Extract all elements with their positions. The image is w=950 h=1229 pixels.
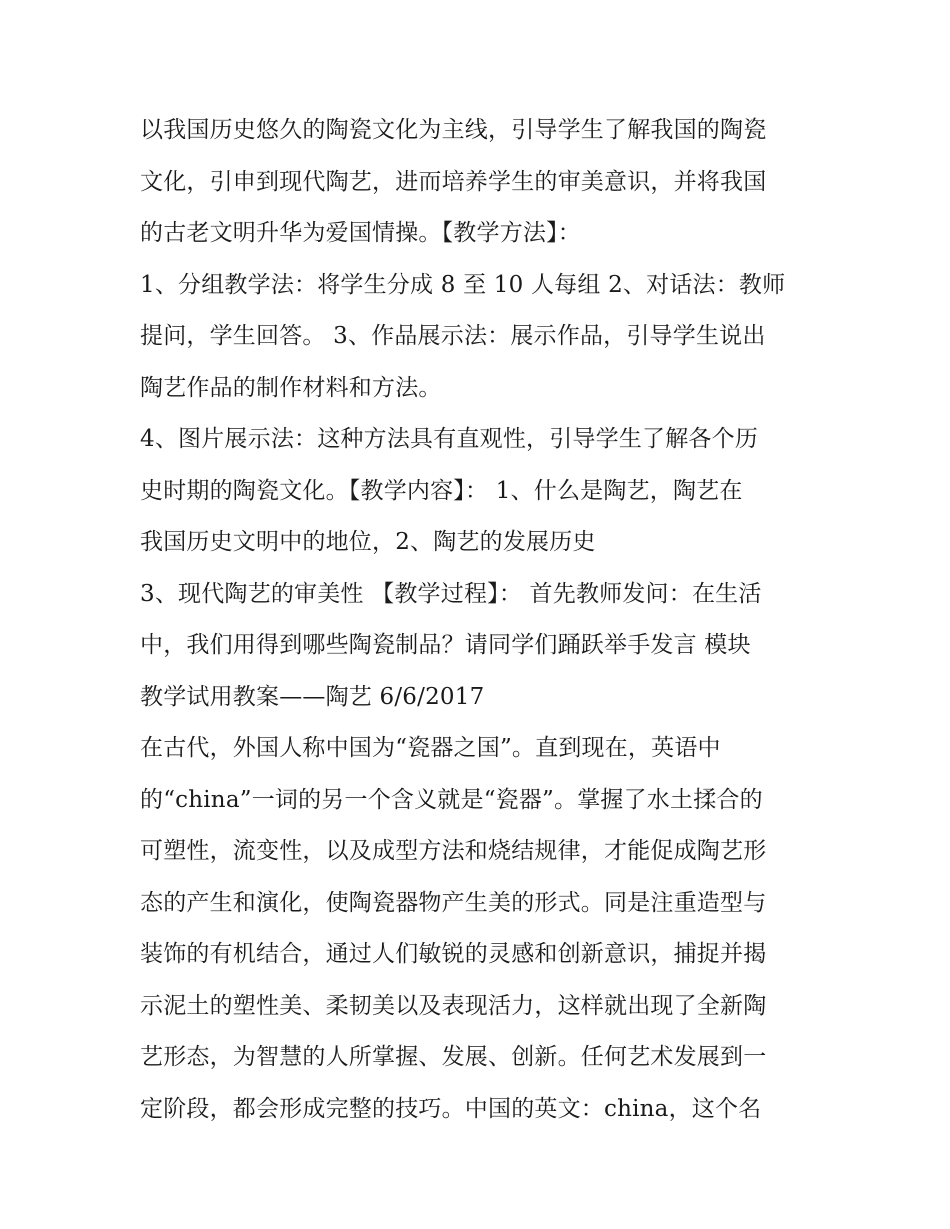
body-text [140, 105, 820, 1135]
text-line: 3、现代陶艺的审美性 【教学过程】： 首先教师发问：在生活 [140, 580, 762, 607]
text-line: 艺形态，为智慧的人所掌握、发展、创新。任何艺术发展到一 [140, 1044, 767, 1070]
text-line: 史时期的陶瓷文化。【教学内容】： 1、什么是陶艺，陶艺在 [140, 477, 743, 504]
text-line: 我国历史文明中的地位，2、陶艺的发展历史 [140, 529, 596, 555]
text-line: 中，我们用得到哪些陶瓷制品？请同学们踊跃举手发言 模块 [140, 632, 751, 658]
text-line: 以我国历史悠久的陶瓷文化为主线，引导学生了解我国的陶瓷 [140, 117, 767, 143]
text-line: 态的产生和演化，使陶瓷器物产生美的形式。同是注重造型与 [140, 889, 767, 916]
text-line: 教学试用教案——陶艺 6/6/2017 [140, 683, 485, 710]
text-line: 示泥土的塑性美、柔韧美以及表现活力，这样就出现了全新陶 [140, 992, 767, 1019]
text-line: 4、图片展示法：这种方法具有直观性，引导学生了解各个历 [140, 426, 759, 452]
text-line: 在古代，外国人称中国为“瓷器之国”。直到现在，英语中 [140, 735, 721, 761]
text-line: 1、分组教学法：将学生分成 8 至 10 人每组 2、对话法：教师 [140, 271, 786, 298]
text-line: 的“china”一词的另一个含义就是“瓷器”。掌握了水土揉合的 [140, 786, 763, 813]
text-line: 的古老文明升华为爱国情操。【教学方法】： [140, 220, 581, 246]
text-line: 可塑性，流变性，以及成型方法和烧结规律，才能促成陶艺形 [140, 838, 767, 864]
text-line: 陶艺作品的制作材料和方法。 [140, 374, 442, 401]
text-line: 装饰的有机结合，通过人们敏锐的灵感和创新意识，捕捉并揭 [140, 941, 767, 967]
text-line: 提问，学生回答。 3、作品展示法：展示作品，引导学生说出 [140, 323, 766, 349]
text-line: 定阶段，都会形成完整的技巧。中国的英文：china，这个名 [140, 1095, 762, 1122]
text-line: 文化，引申到现代陶艺，进而培养学生的审美意识，并将我国 [140, 168, 767, 195]
